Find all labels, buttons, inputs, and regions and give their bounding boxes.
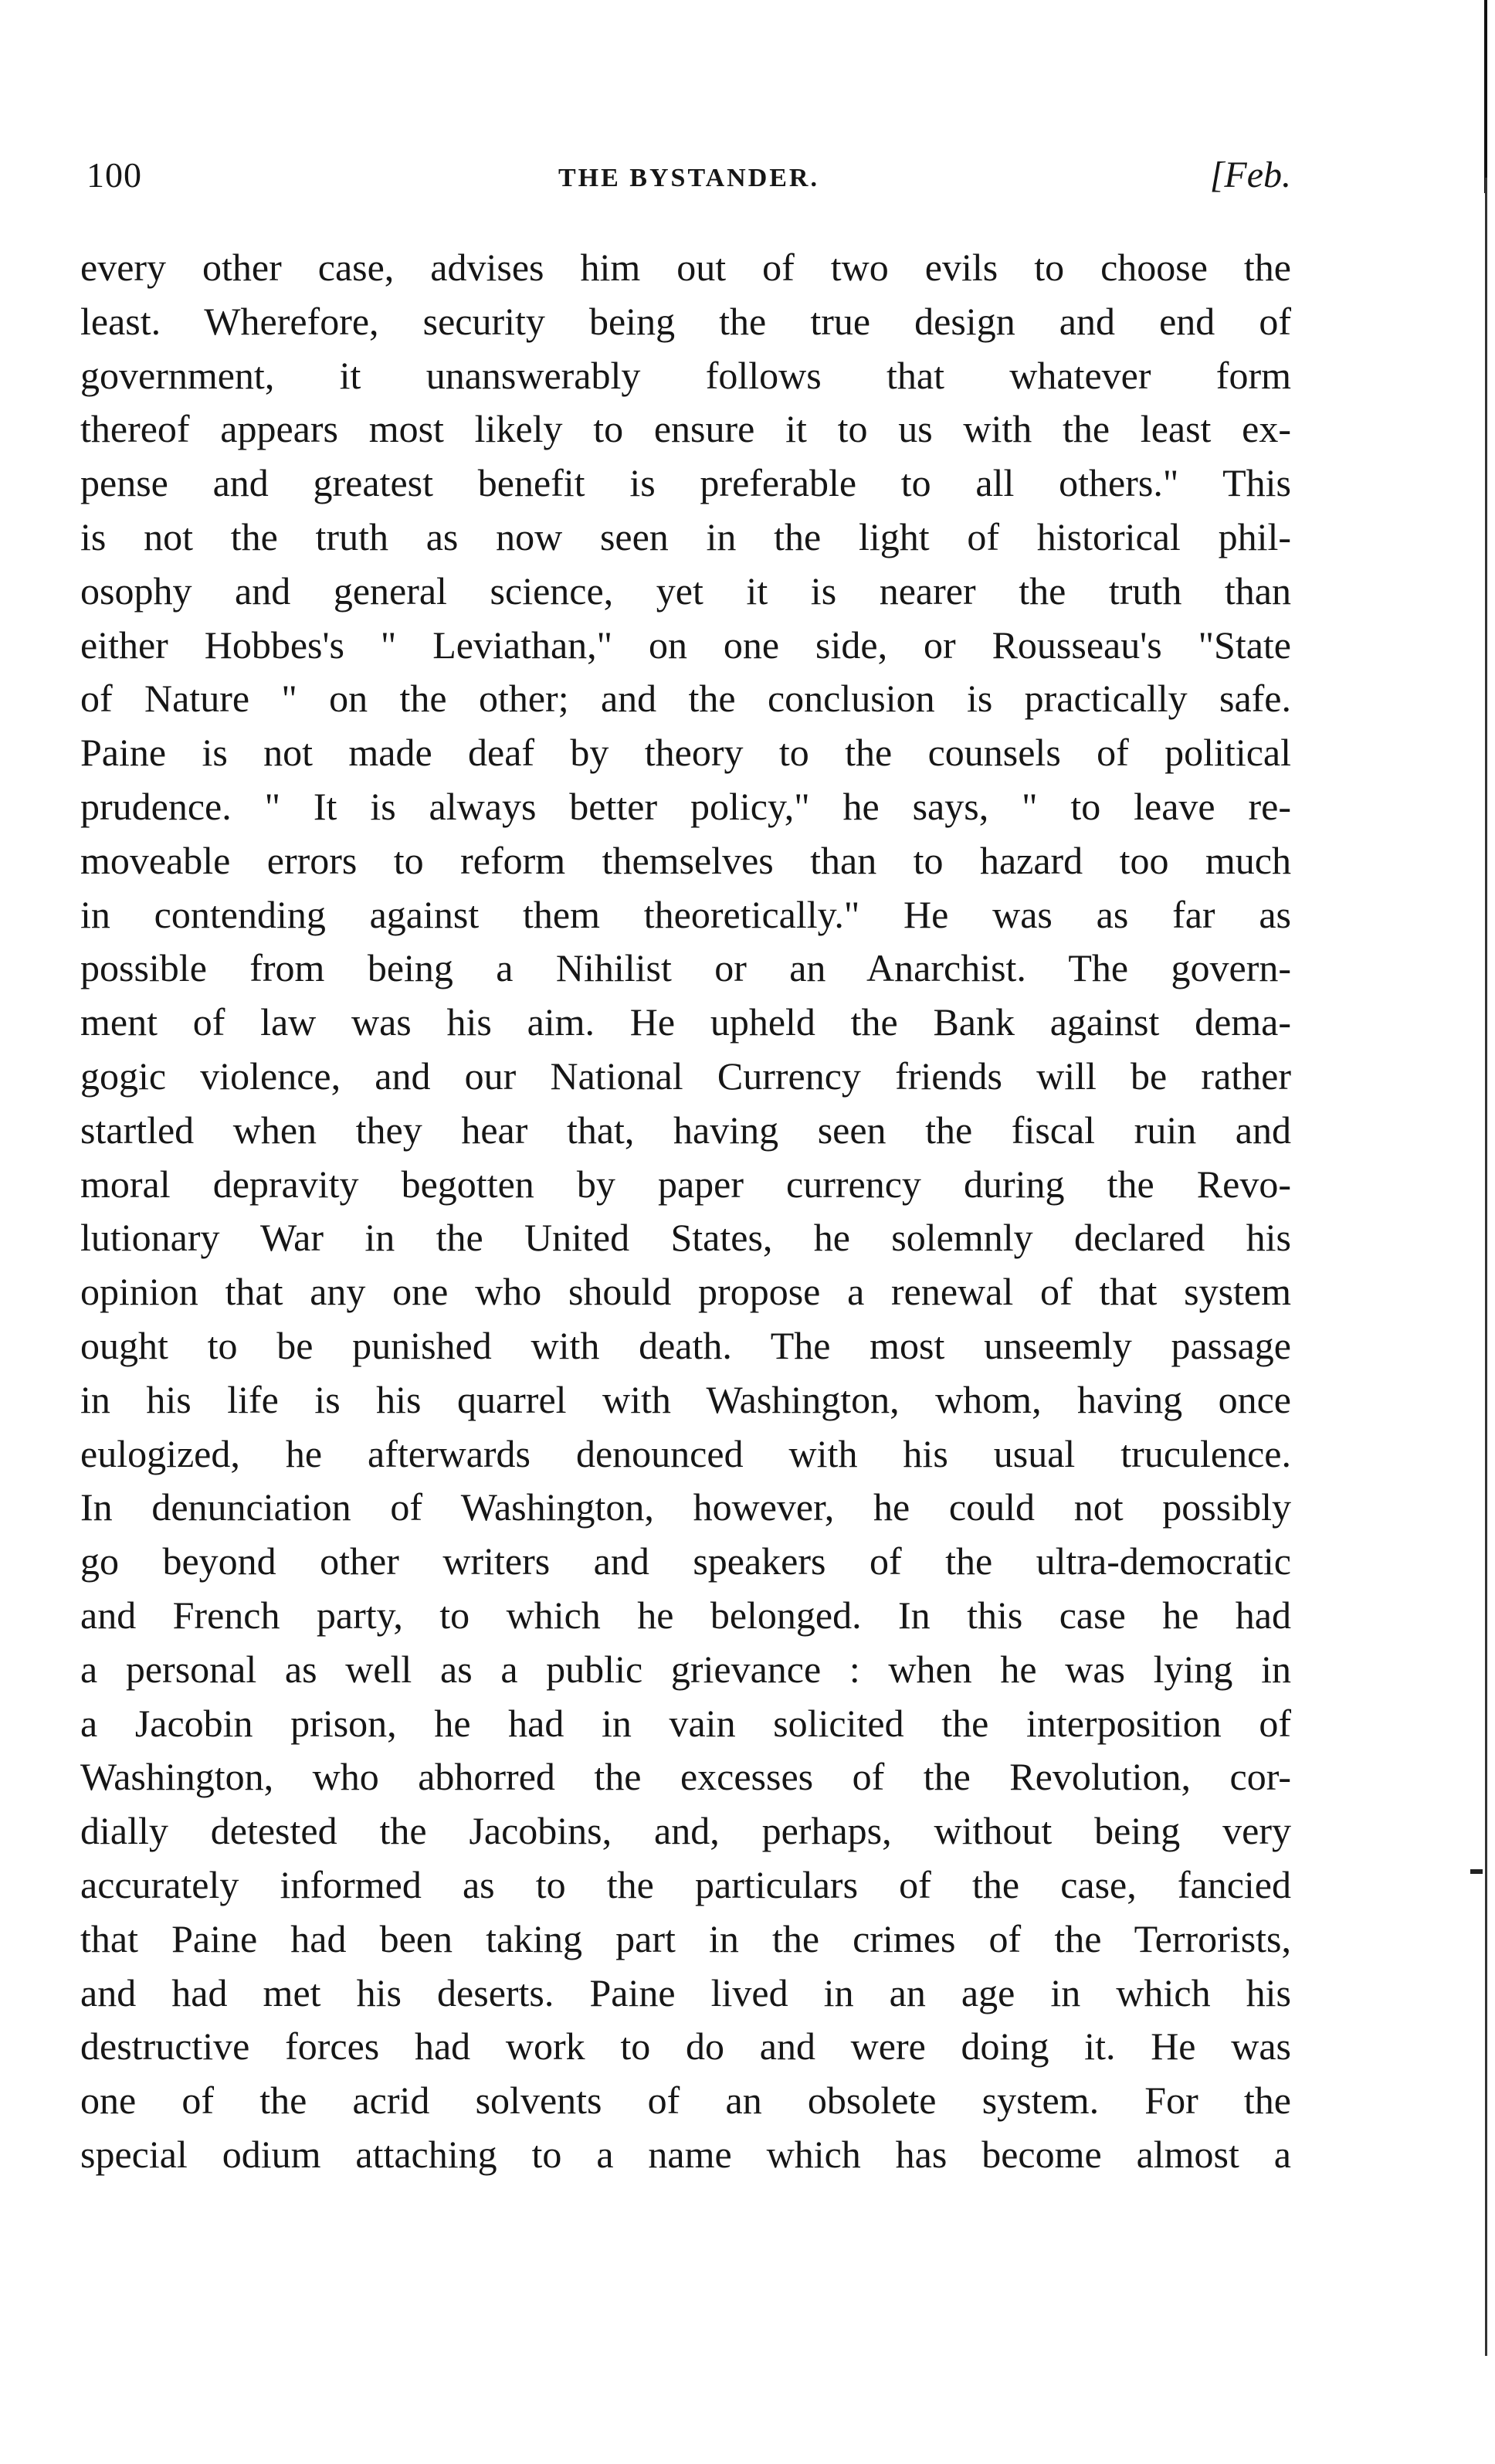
text-line: Paine is not made deaf by theory to the counsels of political — [80, 731, 1291, 775]
text-line: thereof appears most likely to ensure it to us with the least ex- — [80, 407, 1291, 451]
text-line: and had met his deserts. Paine lived in an age in which his — [80, 1970, 1291, 2014]
text-line: of Nature " on the other; and the conclusion is practically safe. — [80, 677, 1291, 721]
text-line: in his life is his quarrel with Washington, whom, having once — [80, 1377, 1291, 1421]
page-edge-shadow — [1484, 0, 1487, 193]
text-line: eulogized, he afterwards denounced with his usual truculence. — [80, 1431, 1291, 1475]
text-line: ment of law was his aim. He upheld the Bank against dema- — [80, 1000, 1291, 1044]
page-number: 100 — [86, 155, 142, 195]
text-line: either Hobbes's " Leviathan," on one side, or Rousseau's "State — [80, 623, 1291, 667]
text-line: special odium attaching to a name which has become almost a — [80, 2132, 1291, 2176]
text-line: one of the acrid solvents of an obsolete system. For the — [80, 2079, 1291, 2123]
running-title: THE BYSTANDER. — [558, 164, 819, 192]
text-line: dially detested the Jacobins, and, perhaps, without being very — [80, 1809, 1291, 1853]
text-line: is not the truth as now seen in the light of historical phil- — [80, 514, 1291, 558]
text-line: a personal as well as a public grievance : when he was lying in — [80, 1647, 1291, 1691]
text-line: and French party, to which he belonged. In this case he had — [80, 1593, 1291, 1637]
text-line: gogic violence, and our National Currency friends will be rather — [80, 1054, 1291, 1098]
text-line: moral depravity begotten by paper currency during the Revo- — [80, 1162, 1291, 1206]
running-head — [86, 148, 1291, 202]
text-line: startled when they hear that, having seen the fiscal ruin and — [80, 1108, 1291, 1152]
text-line: moveable errors to reform themselves than to hazard too much — [80, 838, 1291, 882]
text-line: In denunciation of Washington, however, he could not possibly — [80, 1485, 1291, 1529]
page-edge-mark — [1470, 1869, 1483, 1874]
text-line: osophy and general science, yet it is nearer the truth than — [80, 568, 1291, 613]
text-line: every other case, advises him out of two evils to choose the — [80, 246, 1291, 289]
text-line: go beyond other writers and speakers of the ultra-democratic — [80, 1539, 1291, 1583]
text-line: accurately informed as to the particulars of the case, fancied — [80, 1862, 1291, 1906]
page-edge-line — [1485, 178, 1487, 2356]
text-line: Washington, who abhorred the excesses of the Revolution, cor- — [80, 1755, 1291, 1799]
text-line: destructive forces had work to do and were doing it. He was — [80, 2024, 1291, 2069]
text-line: lutionary War in the United States, he solemnly declared his — [80, 1216, 1291, 1260]
text-line: that Paine had been taking part in the crimes of the Terrorists, — [80, 1916, 1291, 1960]
text-line: pense and greatest benefit is preferable to all others." This — [80, 461, 1291, 505]
text-line: possible from being a Nihilist or an Anarchist. The govern- — [80, 946, 1291, 990]
text-line: ought to be punished with death. The most unseemly passage — [80, 1323, 1291, 1367]
body-text — [80, 241, 1291, 2182]
text-line: in contending against them theoretically." He was as far as — [80, 892, 1291, 936]
text-line: government, it unanswerably follows that whatever form — [80, 353, 1291, 397]
text-line: a Jacobin prison, he had in vain solicited the interposition of — [80, 1701, 1291, 1745]
running-date: [Feb. — [1209, 154, 1291, 195]
text-line: least. Wherefore, security being the true design and end of — [80, 299, 1291, 343]
text-line: opinion that any one who should propose a renewal of that system — [80, 1270, 1291, 1314]
text-line: prudence. " It is always better policy," he says, " to leave re- — [80, 784, 1291, 828]
